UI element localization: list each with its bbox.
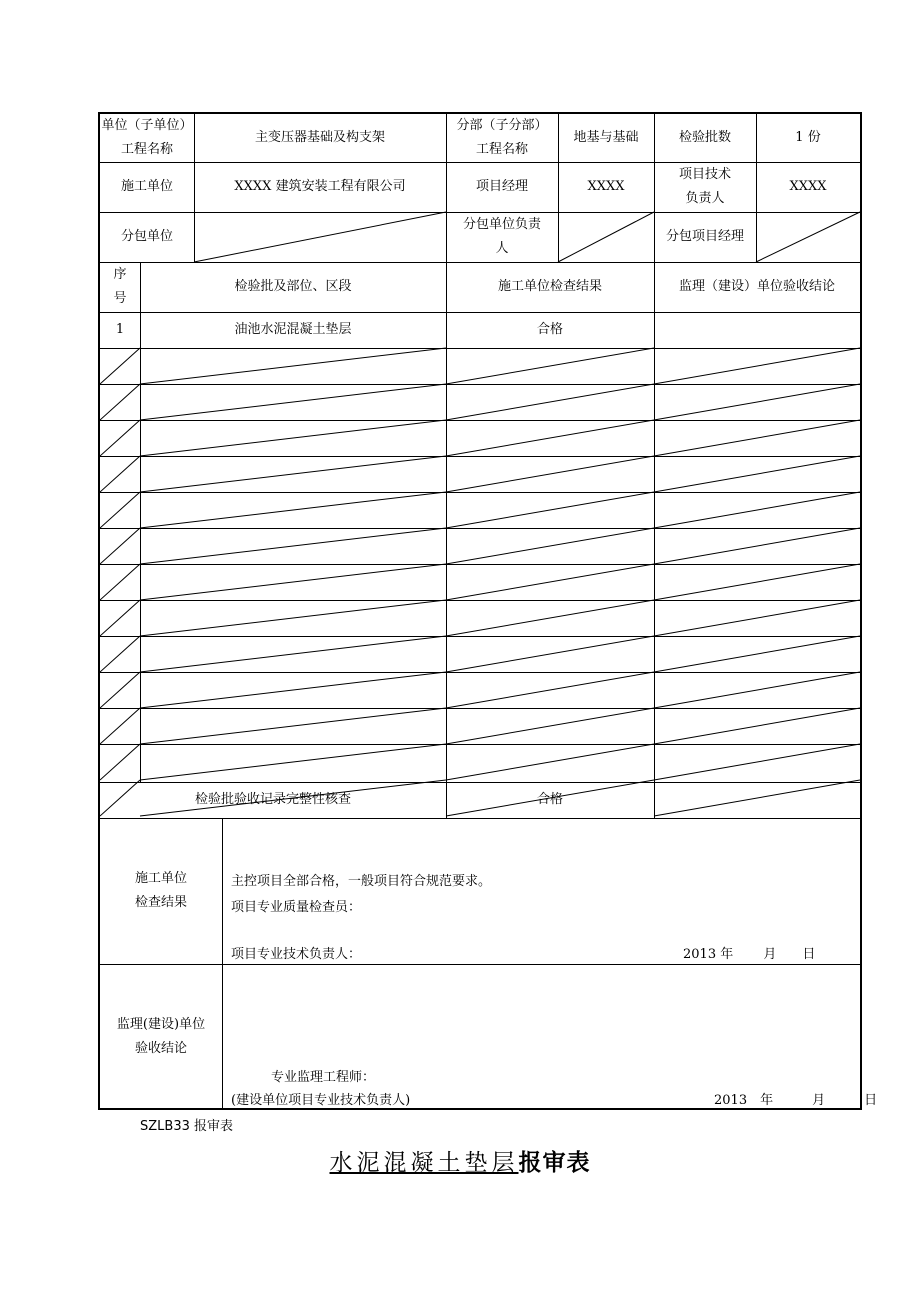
empty-cell-strike	[140, 564, 446, 600]
completeness-result: 合格	[536, 792, 563, 807]
contractor-check-date: 2013 年 月 日	[683, 947, 816, 962]
empty-cell-strike	[446, 348, 654, 384]
empty-cell-strike	[654, 636, 860, 672]
inspection-form	[98, 112, 878, 1110]
empty-cell-strike	[100, 384, 140, 420]
empty-cell-strike	[446, 420, 654, 456]
subcontractor-label: 分包单位	[120, 229, 173, 244]
empty-cell-strike	[756, 212, 860, 262]
batch-count-label: 检验批数	[678, 130, 731, 145]
empty-cell-strike	[100, 744, 140, 780]
empty-cell-strike	[100, 492, 140, 528]
empty-cell-strike	[654, 672, 860, 708]
row-item: 油池水泥混凝土垫层	[234, 322, 352, 337]
contractor-check-label: 施工单位 检查结果	[134, 871, 187, 910]
form-code: SZLB33 报审表	[140, 1119, 233, 1134]
empty-cell-strike	[446, 564, 654, 600]
tech-lead-sign-label: 项目专业技术负责人：	[231, 947, 362, 962]
row-supervision	[654, 312, 860, 348]
empty-cell-strike	[140, 744, 446, 780]
empty-cell-strike	[140, 672, 446, 708]
empty-cell-strike	[140, 636, 446, 672]
empty-cell-strike	[100, 456, 140, 492]
subdivision-value: 地基与基础	[573, 130, 639, 145]
batch-count-value: 1 份	[795, 130, 821, 145]
col-header-contractor-result: 施工单位检查结果	[497, 279, 602, 294]
col-header-item: 检验批及部位、区段	[234, 279, 352, 294]
contractor-check-statement: 主控项目全部合格，一般项目符合规范要求。	[231, 874, 492, 889]
empty-cell-strike	[446, 384, 654, 420]
empty-cell-strike	[446, 672, 654, 708]
empty-cell-strike	[194, 212, 446, 262]
empty-cell-strike	[654, 564, 860, 600]
project-manager-value: XXXX	[587, 179, 625, 194]
empty-cell-strike	[654, 780, 860, 816]
empty-cell-strike	[100, 636, 140, 672]
empty-cell-strike	[446, 600, 654, 636]
empty-cell-strike	[100, 600, 140, 636]
supervising-engineer-label: 专业监理工程师：	[271, 1070, 376, 1085]
subcontractor-pm-label: 分包项目经理	[665, 229, 744, 244]
tech-lead-value: XXXX	[789, 179, 827, 194]
empty-cell-strike	[140, 420, 446, 456]
unit-name-label: 单位（子单位） 工程名称	[101, 118, 193, 157]
empty-cell-strike	[446, 708, 654, 744]
empty-cell-strike	[100, 528, 140, 564]
empty-cell-strike	[446, 744, 654, 780]
empty-cell-strike	[654, 600, 860, 636]
col-header-no: 序 号	[113, 267, 127, 306]
tech-lead-label: 项目技术 负责人	[678, 167, 731, 206]
row-no: 1	[115, 322, 125, 337]
empty-cell-strike	[654, 708, 860, 744]
empty-cell-strike	[100, 348, 140, 384]
empty-cell-strike	[654, 456, 860, 492]
empty-cell-strike	[446, 636, 654, 672]
empty-cell-strike	[100, 672, 140, 708]
empty-cell-strike	[100, 708, 140, 744]
subdivision-label: 分部（子分部） 工程名称	[456, 118, 548, 157]
next-form-title	[0, 1144, 920, 1177]
contractor-label: 施工单位	[120, 179, 173, 194]
empty-cell-strike	[446, 456, 654, 492]
completeness-label: 检验批验收记录完整性核查	[194, 792, 351, 807]
empty-cell-strike	[446, 528, 654, 564]
subcontractor-head-label: 分包单位负责 人	[462, 217, 541, 256]
empty-cell-strike	[654, 744, 860, 780]
col-header-supervisor-result: 监理（建设）单位验收结论	[678, 279, 835, 294]
owner-tech-lead-label: (建设单位项目专业技术负责人)	[231, 1093, 411, 1108]
empty-cell-strike	[140, 708, 446, 744]
title-suffix: 报审表	[518, 1150, 591, 1176]
empty-cell-strike	[558, 212, 654, 262]
empty-cell-strike	[654, 384, 860, 420]
project-manager-label: 项目经理	[475, 179, 528, 194]
empty-cell-strike	[100, 564, 140, 600]
empty-cell-strike	[654, 348, 860, 384]
title-main: 水泥混凝土垫层	[329, 1150, 519, 1176]
empty-cell-strike	[140, 528, 446, 564]
contractor-value: XXXX 建筑安装工程有限公司	[234, 179, 406, 194]
supervisor-check-label: 监理(建设)单位 验收结论	[116, 1017, 206, 1056]
empty-cell-strike	[654, 492, 860, 528]
unit-name-value: 主变压器基础及构支架	[254, 130, 385, 145]
empty-cell-strike	[654, 528, 860, 564]
empty-cell-strike	[140, 348, 446, 384]
empty-cell-strike	[100, 420, 140, 456]
empty-cell-strike	[140, 456, 446, 492]
empty-cell-strike	[446, 492, 654, 528]
empty-cell-strike	[654, 420, 860, 456]
row-result: 合格	[536, 322, 563, 337]
quality-inspector-label: 项目专业质量检查员：	[231, 900, 362, 915]
empty-cell-strike	[140, 600, 446, 636]
empty-cell-strike	[140, 384, 446, 420]
supervisor-check-date: 2013 年 月 日	[714, 1093, 878, 1108]
empty-cell-strike	[140, 492, 446, 528]
